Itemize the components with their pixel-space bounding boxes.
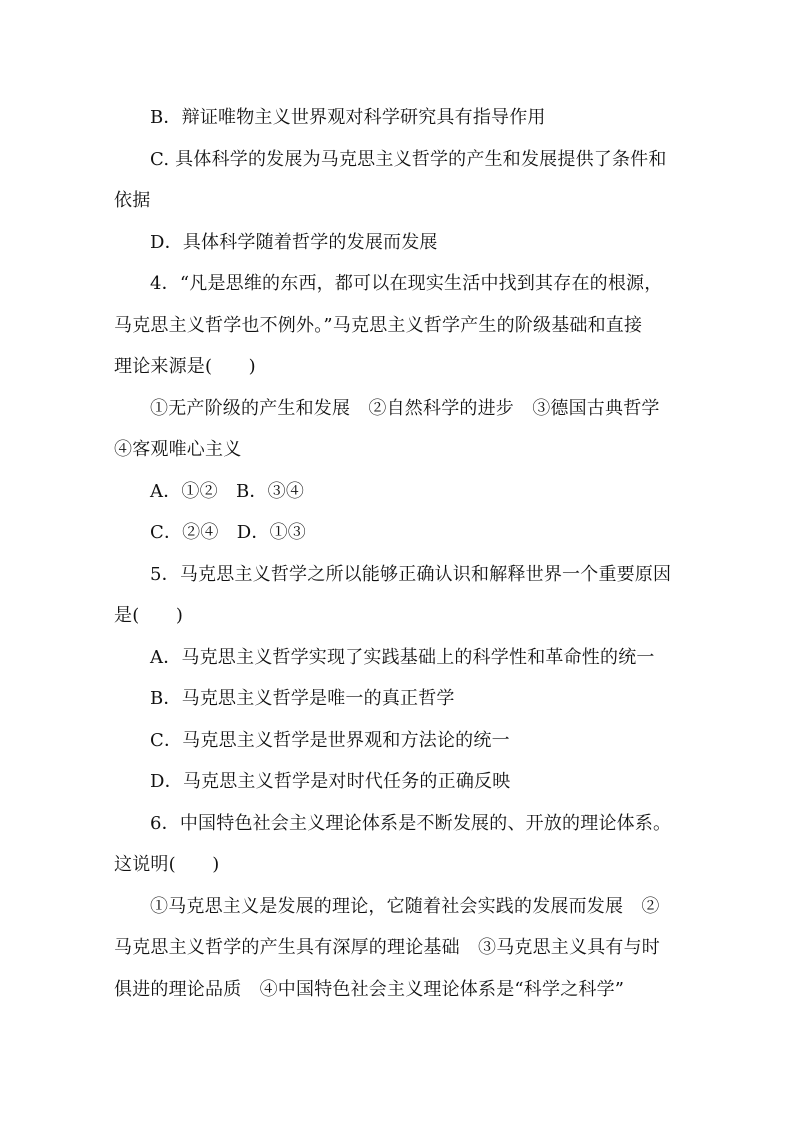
q6-items-line2: 马克思主义哲学的产生具有深厚的理论基础 ③马克思主义具有与时 — [114, 937, 660, 958]
q6-items-line3: 俱进的理论品质 ④中国特色社会主义理论体系是“科学之科学” — [114, 979, 625, 1000]
q4-stem-line1: 4．“凡是思维的东西，都可以在现实生活中找到其存在的根源， — [150, 273, 663, 294]
q3-option-c-line2: 依据 — [114, 190, 151, 211]
q3-option-c-line1: C. 具体科学的发展为马克思主义哲学的产生和发展提供了条件和 — [150, 149, 667, 170]
q5-stem-line1: 5．马克思主义哲学之所以能够正确认识和解释世界一个重要原因 — [150, 564, 672, 585]
q5-option-b: B．马克思主义哲学是唯一的真正哲学 — [150, 688, 455, 709]
q3-option-b: B．辩证唯物主义世界观对科学研究具有指导作用 — [150, 107, 546, 128]
q4-stem-line3: 理论来源是( ) — [114, 356, 256, 377]
q4-choices-line1: A．①② B．③④ — [150, 481, 305, 502]
q6-stem-line2: 这说明( ) — [114, 854, 220, 875]
q5-option-a: A．马克思主义哲学实现了实践基础上的科学性和革命性的统一 — [150, 647, 655, 668]
q4-choices-line2: C．②④ D．①③ — [150, 522, 307, 543]
q4-items-line1: ①无产阶级的产生和发展 ②自然科学的进步 ③德国古典哲学 — [150, 398, 660, 419]
q5-option-c: C．马克思主义哲学是世界观和方法论的统一 — [150, 730, 510, 751]
q3-option-d: D．具体科学随着哲学的发展而发展 — [150, 232, 438, 253]
q6-stem-line1: 6．中国特色社会主义理论体系是不断发展的、开放的理论体系。 — [150, 813, 672, 834]
q5-option-d: D．马克思主义哲学是对时代任务的正确反映 — [150, 771, 511, 792]
q6-items-line1: ①马克思主义是发展的理论，它随着社会实践的发展而发展 ② — [150, 896, 660, 917]
q4-items-line2: ④客观唯心主义 — [114, 439, 242, 460]
q5-stem-line2: 是( ) — [114, 605, 184, 626]
q4-stem-line2: 马克思主义哲学也不例外。”马克思主义哲学产生的阶级基础和直接 — [114, 315, 643, 336]
